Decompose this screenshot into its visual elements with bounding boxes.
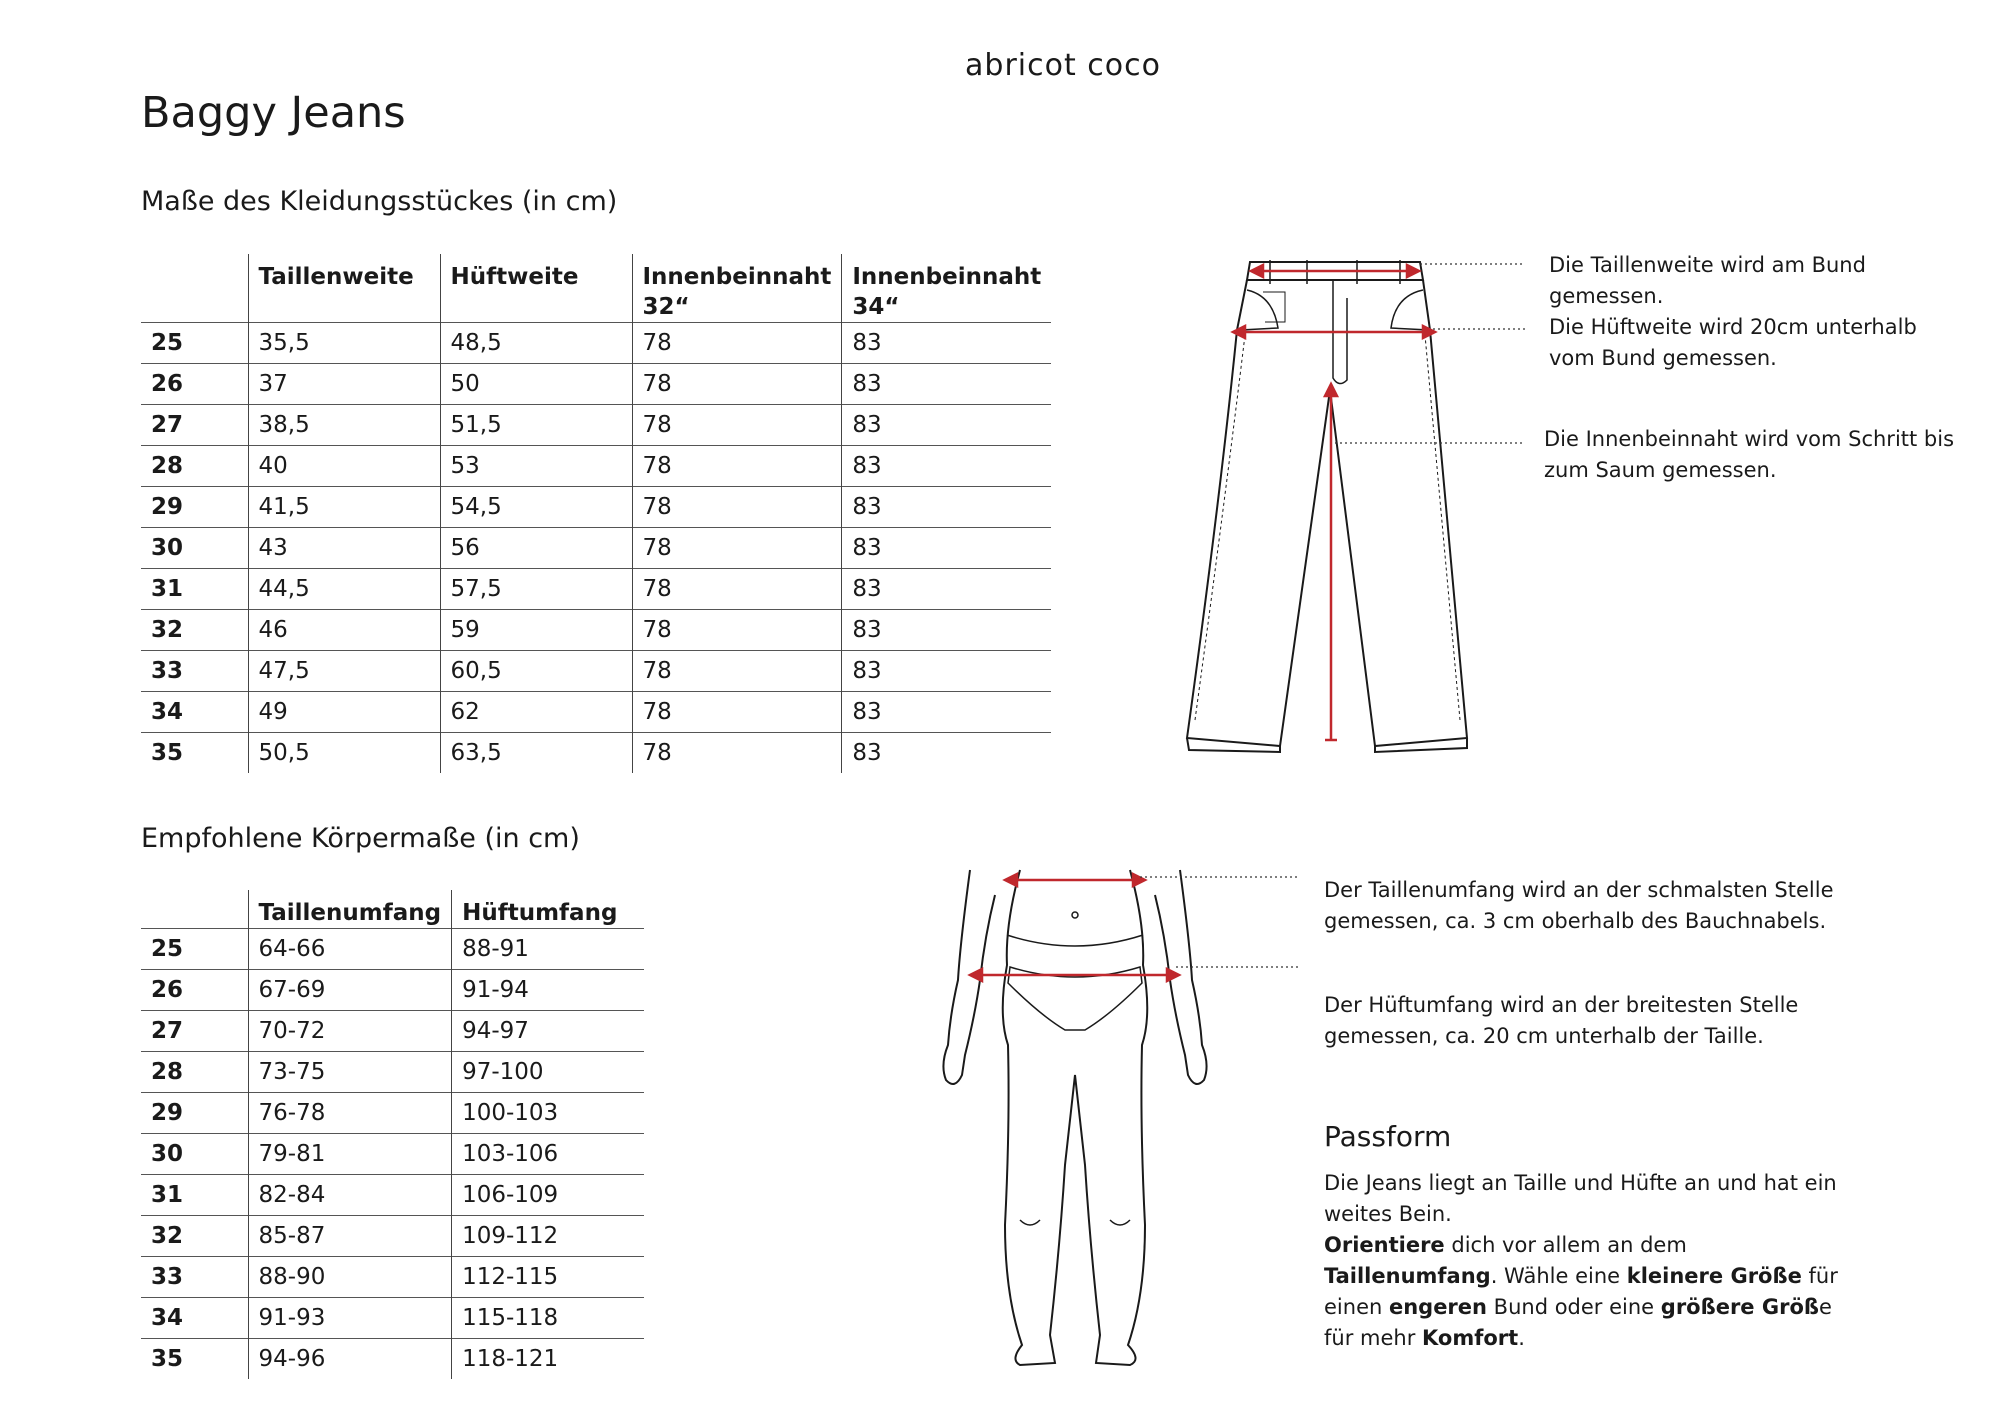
table-cell: 118-121 (452, 1339, 644, 1380)
table-row (141, 405, 1051, 446)
table-cell: 78 (632, 651, 842, 692)
table-cell: 35,5 (248, 323, 440, 364)
table-cell: 63,5 (440, 733, 632, 774)
column-header-taillenweite: Taillenweite (248, 254, 440, 323)
table-cell: 53 (440, 446, 632, 487)
size-label: 35 (141, 1339, 248, 1380)
table-cell: 54,5 (440, 487, 632, 528)
body-illustration (910, 865, 1300, 1375)
table-row (141, 569, 1051, 610)
table-cell: 82-84 (248, 1175, 452, 1216)
size-label: 25 (141, 323, 248, 364)
body-note-hip: Der Hüftumfang wird an der breitesten Stelle gemessen, ca. 20 cm unterhalb der Taille. (1324, 993, 1799, 1048)
table-cell: 83 (842, 569, 1051, 610)
passform-segment: kleinere Größe (1626, 1264, 1802, 1288)
table-cell: 94-96 (248, 1339, 452, 1380)
table-cell: 50 (440, 364, 632, 405)
table-cell: 57,5 (440, 569, 632, 610)
passform-segment: . Wähle eine (1490, 1264, 1627, 1288)
body-size-table (141, 890, 644, 1379)
page-title: Baggy Jeans (141, 88, 406, 138)
table-cell: 83 (842, 528, 1051, 569)
table-cell: 106-109 (452, 1175, 644, 1216)
table-cell: 70-72 (248, 1011, 452, 1052)
size-label: 31 (141, 1175, 248, 1216)
table-row (141, 1216, 644, 1257)
table-cell: 109-112 (452, 1216, 644, 1257)
passform-segment: Taillenumfang (1324, 1264, 1491, 1288)
table-cell: 37 (248, 364, 440, 405)
size-label: 32 (141, 610, 248, 651)
table-cell: 78 (632, 323, 842, 364)
size-label: 30 (141, 528, 248, 569)
table-row (141, 1257, 644, 1298)
table-row (141, 733, 1051, 774)
table-cell: 48,5 (440, 323, 632, 364)
garment-heading: Maße des Kleidungsstückes (in cm) (141, 186, 618, 217)
table-row (141, 1052, 644, 1093)
garment-note-hip: Die Hüftweite wird 20cm unterhalb vom Bund gemessen. (1549, 315, 1917, 370)
table-row (141, 323, 1051, 364)
passform-segment: . (1518, 1326, 1525, 1350)
table-row (141, 446, 1051, 487)
table-cell: 44,5 (248, 569, 440, 610)
table-row (141, 1298, 644, 1339)
table-row (141, 528, 1051, 569)
passform-advice (1324, 1230, 1864, 1354)
size-label: 29 (141, 487, 248, 528)
table-cell: 76-78 (248, 1093, 452, 1134)
table-row (141, 610, 1051, 651)
passform-segment: dich vor allem an dem (1444, 1233, 1687, 1257)
table-cell: 59 (440, 610, 632, 651)
table-row (141, 1339, 644, 1380)
table-cell: 78 (632, 610, 842, 651)
table-cell: 83 (842, 446, 1051, 487)
size-label: 34 (141, 1298, 248, 1339)
table-cell: 83 (842, 405, 1051, 446)
table-cell: 83 (842, 733, 1051, 774)
size-label: 25 (141, 929, 248, 970)
table-cell: 41,5 (248, 487, 440, 528)
table-cell: 83 (842, 323, 1051, 364)
table-row (141, 1134, 644, 1175)
size-label: 30 (141, 1134, 248, 1175)
size-label: 26 (141, 970, 248, 1011)
jeans-illustration (1095, 250, 1525, 755)
table-cell: 112-115 (452, 1257, 644, 1298)
table-cell: 73-75 (248, 1052, 452, 1093)
table-cell: 83 (842, 610, 1051, 651)
size-label: 32 (141, 1216, 248, 1257)
table-cell: 38,5 (248, 405, 440, 446)
size-label: 28 (141, 1052, 248, 1093)
passform-line1: Die Jeans liegt an Taille und Hüfte an und hat ein weites Bein. (1324, 1171, 1837, 1226)
table-cell: 97-100 (452, 1052, 644, 1093)
size-label: 27 (141, 1011, 248, 1052)
garment-size-table (141, 254, 1051, 773)
passform-segment: für einen (1324, 1264, 1838, 1319)
table-cell: 83 (842, 651, 1051, 692)
table-cell: 83 (842, 364, 1051, 405)
passform-segment: e für mehr (1324, 1295, 1832, 1350)
column-header-taillenumfang: Taillenumfang (248, 890, 452, 929)
table-row (141, 651, 1051, 692)
table-cell: 67-69 (248, 970, 452, 1011)
body-heading: Empfohlene Körpermaße (in cm) (141, 823, 580, 854)
table-cell: 50,5 (248, 733, 440, 774)
column-header-hueftweite: Hüftweite (440, 254, 632, 323)
table-cell: 88-90 (248, 1257, 452, 1298)
table-cell: 79-81 (248, 1134, 452, 1175)
table-cell: 85-87 (248, 1216, 452, 1257)
table-cell: 62 (440, 692, 632, 733)
garment-note-waist: Die Taillenweite wird am Bund gemessen. (1549, 253, 1866, 308)
table-cell: 83 (842, 487, 1051, 528)
brand-logo: abricot coco (965, 48, 1161, 83)
size-label: 29 (141, 1093, 248, 1134)
table-row (141, 970, 644, 1011)
table-cell: 78 (632, 733, 842, 774)
table-row (141, 364, 1051, 405)
passform-segment: Orientiere (1324, 1233, 1445, 1257)
table-row (141, 1011, 644, 1052)
size-label: 34 (141, 692, 248, 733)
table-cell: 78 (632, 528, 842, 569)
table-cell: 46 (248, 610, 440, 651)
table-row (141, 692, 1051, 733)
table-cell: 78 (632, 487, 842, 528)
column-header-innenbeinnaht-32: Innenbeinnaht 32“ (632, 254, 842, 323)
table-cell: 94-97 (452, 1011, 644, 1052)
table-cell: 51,5 (440, 405, 632, 446)
passform-title: Passform (1324, 1120, 1452, 1153)
table-cell: 83 (842, 692, 1051, 733)
column-header-innenbeinnaht-34: Innenbeinnaht 34“ (842, 254, 1051, 323)
passform-segment: Komfort (1422, 1326, 1519, 1350)
size-label: 35 (141, 733, 248, 774)
size-label: 31 (141, 569, 248, 610)
passform-segment: engeren (1388, 1295, 1487, 1319)
size-label: 33 (141, 1257, 248, 1298)
column-header (141, 254, 248, 323)
table-cell: 64-66 (248, 929, 452, 970)
passform-segment: größere Größ (1660, 1295, 1819, 1319)
table-cell: 115-118 (452, 1298, 644, 1339)
table-cell: 78 (632, 692, 842, 733)
table-row (141, 1093, 644, 1134)
table-cell: 91-93 (248, 1298, 452, 1339)
table-cell: 88-91 (452, 929, 644, 970)
table-cell: 78 (632, 405, 842, 446)
garment-note-inseam: Die Innenbeinnaht wird vom Schritt bis zum Saum gemessen. (1544, 427, 1955, 482)
table-row (141, 1175, 644, 1216)
passform-text (1324, 1168, 1864, 1354)
table-cell: 78 (632, 364, 842, 405)
size-label: 33 (141, 651, 248, 692)
table-cell: 91-94 (452, 970, 644, 1011)
table-cell: 40 (248, 446, 440, 487)
size-label: 28 (141, 446, 248, 487)
column-header-hueftumfang: Hüftumfang (452, 890, 644, 929)
table-cell: 103-106 (452, 1134, 644, 1175)
table-cell: 78 (632, 446, 842, 487)
table-row (141, 929, 644, 970)
column-header (141, 890, 248, 929)
table-cell: 43 (248, 528, 440, 569)
table-cell: 56 (440, 528, 632, 569)
table-cell: 60,5 (440, 651, 632, 692)
table-row (141, 487, 1051, 528)
table-cell: 49 (248, 692, 440, 733)
table-cell: 78 (632, 569, 842, 610)
body-note-waist: Der Taillenumfang wird an der schmalsten Stelle gemessen, ca. 3 cm oberhalb des Bauchnabels. (1324, 878, 1834, 933)
table-cell: 100-103 (452, 1093, 644, 1134)
size-label: 26 (141, 364, 248, 405)
size-label: 27 (141, 405, 248, 446)
passform-segment: Bund oder eine (1487, 1295, 1661, 1319)
table-cell: 47,5 (248, 651, 440, 692)
